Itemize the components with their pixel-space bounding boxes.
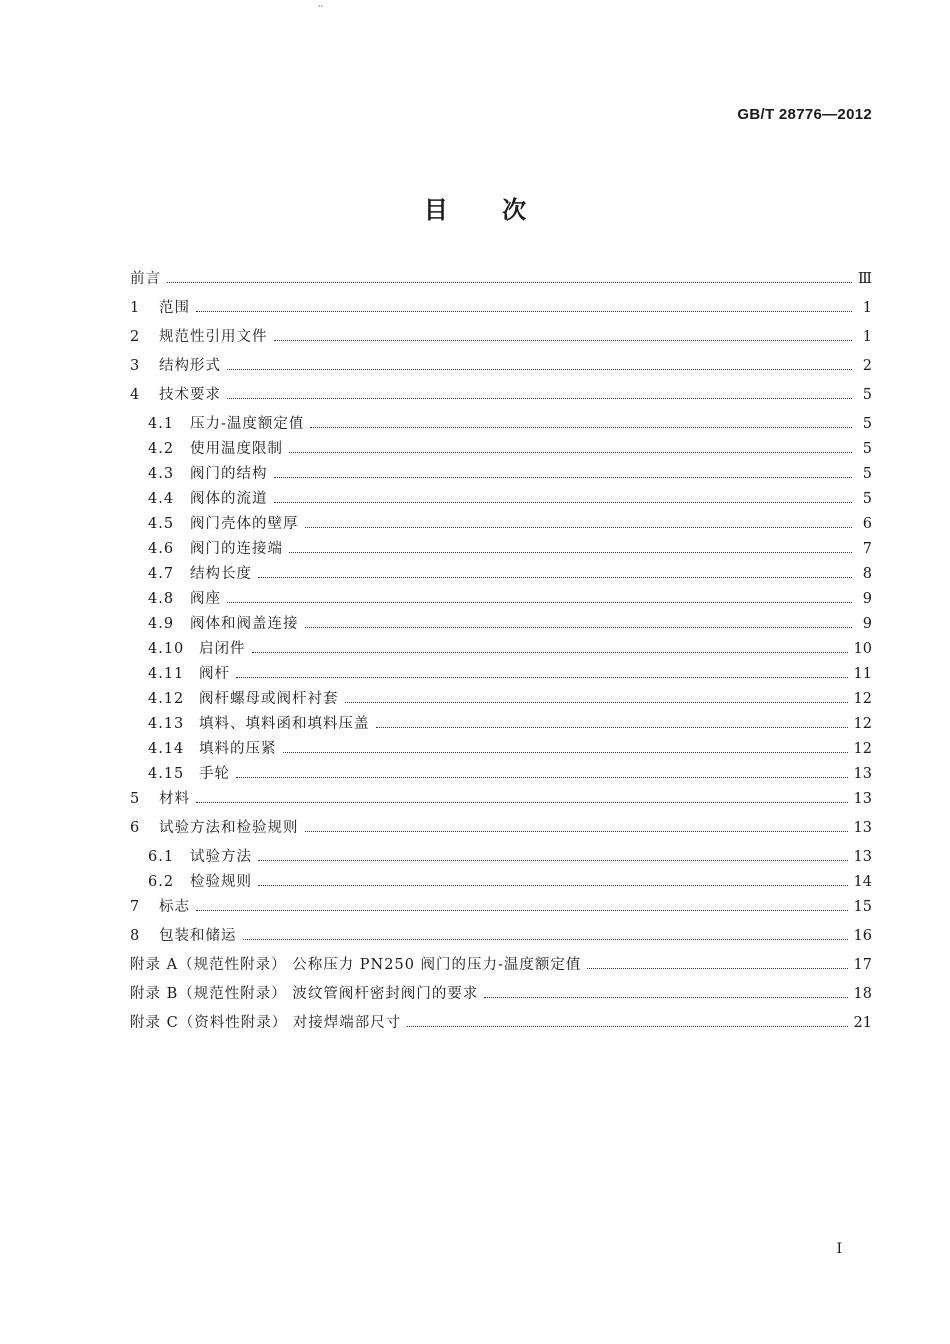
toc-entry-page: 13 [853,820,872,836]
toc-entry-number: 4.5 [148,516,175,532]
toc-entry-label: 阀体和阀盖连接 [190,616,299,632]
toc-entry-number: 6.1 [148,849,175,865]
toc-leader-dots [587,968,847,969]
toc-entry-page: 13 [853,849,872,865]
toc-entry-page: 21 [853,1015,872,1031]
toc-leader-dots [227,369,852,370]
toc-entry-label: 启闭件 [199,641,246,657]
top-mark: ·· [318,2,324,11]
toc-entry-label: 阀体的流道 [190,491,268,507]
toc-entry-label: 附录 A（规范性附录） 公称压力 PN250 阀门的压力-温度额定值 [130,957,582,973]
toc-entry-number: 4.9 [148,616,175,632]
toc-leader-dots [289,452,852,453]
toc-entry[interactable] [130,383,872,412]
toc-entry-page: 7 [862,541,872,557]
toc-title [0,190,950,225]
toc-entry-label: 检验规则 [190,874,252,890]
toc-entry-number: 4.7 [148,566,175,582]
toc-entry-label: 结构形式 [159,358,221,374]
toc-leader-dots [196,311,852,312]
toc-entry-label: 阀门的连接端 [190,541,283,557]
toc-entry[interactable] [130,437,872,462]
toc-entry-label: 范围 [159,300,190,316]
toc-entry-label: 材料 [159,791,190,807]
toc-leader-dots [236,777,848,778]
toc-entry[interactable] [130,587,872,612]
toc-entry-page: 5 [862,416,872,432]
toc-entry-label: 试验方法 [190,849,252,865]
toc-entry-number: 4.6 [148,541,175,557]
toc-entry-number: 4 [130,387,140,403]
toc-entry-page: 9 [862,591,872,607]
toc-entry-number: 4.11 [148,666,185,682]
toc-entry-number: 5 [130,791,140,807]
toc-entry-label: 结构长度 [190,566,252,582]
toc-entry-number: 4.13 [148,716,185,732]
toc-entry-label: 附录 B（规范性附录） 波纹管阀杆密封阀门的要求 [130,986,479,1002]
toc-entry[interactable] [130,953,872,982]
toc-entry-label: 手轮 [199,766,230,782]
toc-entry-number: 4.10 [148,641,185,657]
toc-entry[interactable] [130,762,872,787]
toc-entry-number: 8 [130,928,140,944]
toc-entry[interactable] [130,612,872,637]
toc-leader-dots [305,627,853,628]
toc-entry-page: 17 [853,957,872,973]
toc-leader-dots [258,885,848,886]
toc-entry-number: 3 [130,358,140,374]
toc-leader-dots [252,652,848,653]
toc-entry-number: 4.4 [148,491,175,507]
toc-entry-page: Ⅲ [858,271,872,287]
toc-leader-dots [167,282,852,283]
toc-entry[interactable] [130,412,872,437]
toc-entry-page: 8 [862,566,872,582]
toc-entry-label: 阀杆螺母或阀杆衬套 [199,691,339,707]
toc-entry-label: 使用温度限制 [190,441,283,457]
toc-entry[interactable] [130,562,872,587]
toc-entry[interactable] [130,462,872,487]
toc-entry-label: 压力-温度额定值 [190,416,305,432]
standard-code: GB/T 28776—2012 [737,106,872,123]
toc-entry-page: 16 [853,928,872,944]
toc-title-char-2: 次 [502,195,527,224]
toc-leader-dots [227,602,852,603]
toc-entry-page: 15 [853,899,872,915]
toc-entry-number: 4.3 [148,466,175,482]
toc-entry-page: 13 [853,766,872,782]
toc-entry[interactable] [130,662,872,687]
toc-leader-dots [305,527,853,528]
toc-entry[interactable] [130,325,872,354]
toc-entry[interactable] [130,712,872,737]
toc-leader-dots [283,752,848,753]
toc-entry-label: 阀座 [190,591,221,607]
toc-leader-dots [310,427,852,428]
toc-entry[interactable] [130,687,872,712]
toc-entry-page: 12 [853,691,872,707]
toc-entry-label: 标志 [159,899,190,915]
toc-entry-page: 5 [862,491,872,507]
toc-entry-label: 包装和储运 [159,928,237,944]
toc-entry[interactable] [130,816,872,845]
toc-entry-page: 18 [853,986,872,1002]
toc-entry-number: 6.2 [148,874,175,890]
toc-leader-dots [196,802,848,803]
toc-entry[interactable] [130,1011,872,1040]
toc-entry-number: 4.1 [148,416,175,432]
toc-leader-dots [274,502,853,503]
toc-entry-label: 试验方法和检验规则 [159,820,299,836]
toc-entry-page: 12 [853,716,872,732]
toc-leader-dots [484,997,847,998]
toc-entry[interactable] [130,737,872,762]
toc-leader-dots [376,727,848,728]
toc-entry-number: 1 [130,300,140,316]
toc-leader-dots [345,702,848,703]
toc-entry-number: 4.8 [148,591,175,607]
toc-entry-page: 9 [862,616,872,632]
toc-entry-page: 11 [853,666,872,682]
toc-entry[interactable] [130,787,872,816]
toc-leader-dots [243,939,848,940]
page-number: I [836,1241,842,1257]
toc-entry-number: 4.12 [148,691,185,707]
toc-title-char-1: 目 [423,195,448,224]
toc-entry-number: 4.2 [148,441,175,457]
toc-entry-label: 前言 [130,271,161,287]
toc-entry-page: 12 [853,741,872,757]
toc-entry[interactable] [130,637,872,662]
toc-entry-label: 规范性引用文件 [159,329,268,345]
toc-entry-label: 填料、填料函和填料压盖 [199,716,370,732]
toc-leader-dots [227,398,852,399]
toc-leader-dots [258,577,852,578]
toc-leader-dots [305,831,848,832]
toc-entry-page: 13 [853,791,872,807]
toc-entry[interactable] [130,982,872,1011]
toc-entry[interactable] [130,537,872,562]
toc-entry-number: 4.14 [148,741,185,757]
toc-leader-dots [236,677,848,678]
toc-entry-number: 6 [130,820,140,836]
toc-leader-dots [274,340,853,341]
toc-entry-label: 附录 C（资料性附录） 对接焊端部尺寸 [130,1015,402,1031]
toc-entry[interactable] [130,487,872,512]
toc-entry-page: 1 [862,329,872,345]
toc-entry-page: 1 [862,300,872,316]
toc-entry-page: 5 [862,387,872,403]
toc-entry-label: 填料的压紧 [199,741,277,757]
toc-entry-label: 阀门的结构 [190,466,268,482]
toc-entry[interactable] [130,354,872,383]
toc-entry-label: 技术要求 [159,387,221,403]
toc-entry-page: 6 [862,516,872,532]
toc-entry[interactable] [130,845,872,870]
toc-leader-dots [258,860,848,861]
toc-entry[interactable] [130,895,872,924]
toc-entry-label: 阀杆 [199,666,230,682]
toc-entry[interactable] [130,296,872,325]
toc-leader-dots [196,910,848,911]
toc-entry-number: 4.15 [148,766,185,782]
toc-entry-number: 7 [130,899,140,915]
toc-leader-dots [407,1026,847,1027]
toc-leader-dots [274,477,853,478]
toc-entry-page: 5 [862,441,872,457]
toc-entry-page: 2 [862,358,872,374]
toc-entry[interactable] [130,512,872,537]
toc-entry[interactable] [130,924,872,953]
toc-entry-page: 10 [853,641,872,657]
toc-entry-label: 阀门壳体的壁厚 [190,516,299,532]
toc-entry-page: 5 [862,466,872,482]
toc-entry[interactable] [130,267,872,296]
toc-list [130,267,872,1040]
toc-entry[interactable] [130,870,872,895]
toc-leader-dots [289,552,852,553]
toc-entry-page: 14 [853,874,872,890]
toc-entry-number: 2 [130,329,140,345]
